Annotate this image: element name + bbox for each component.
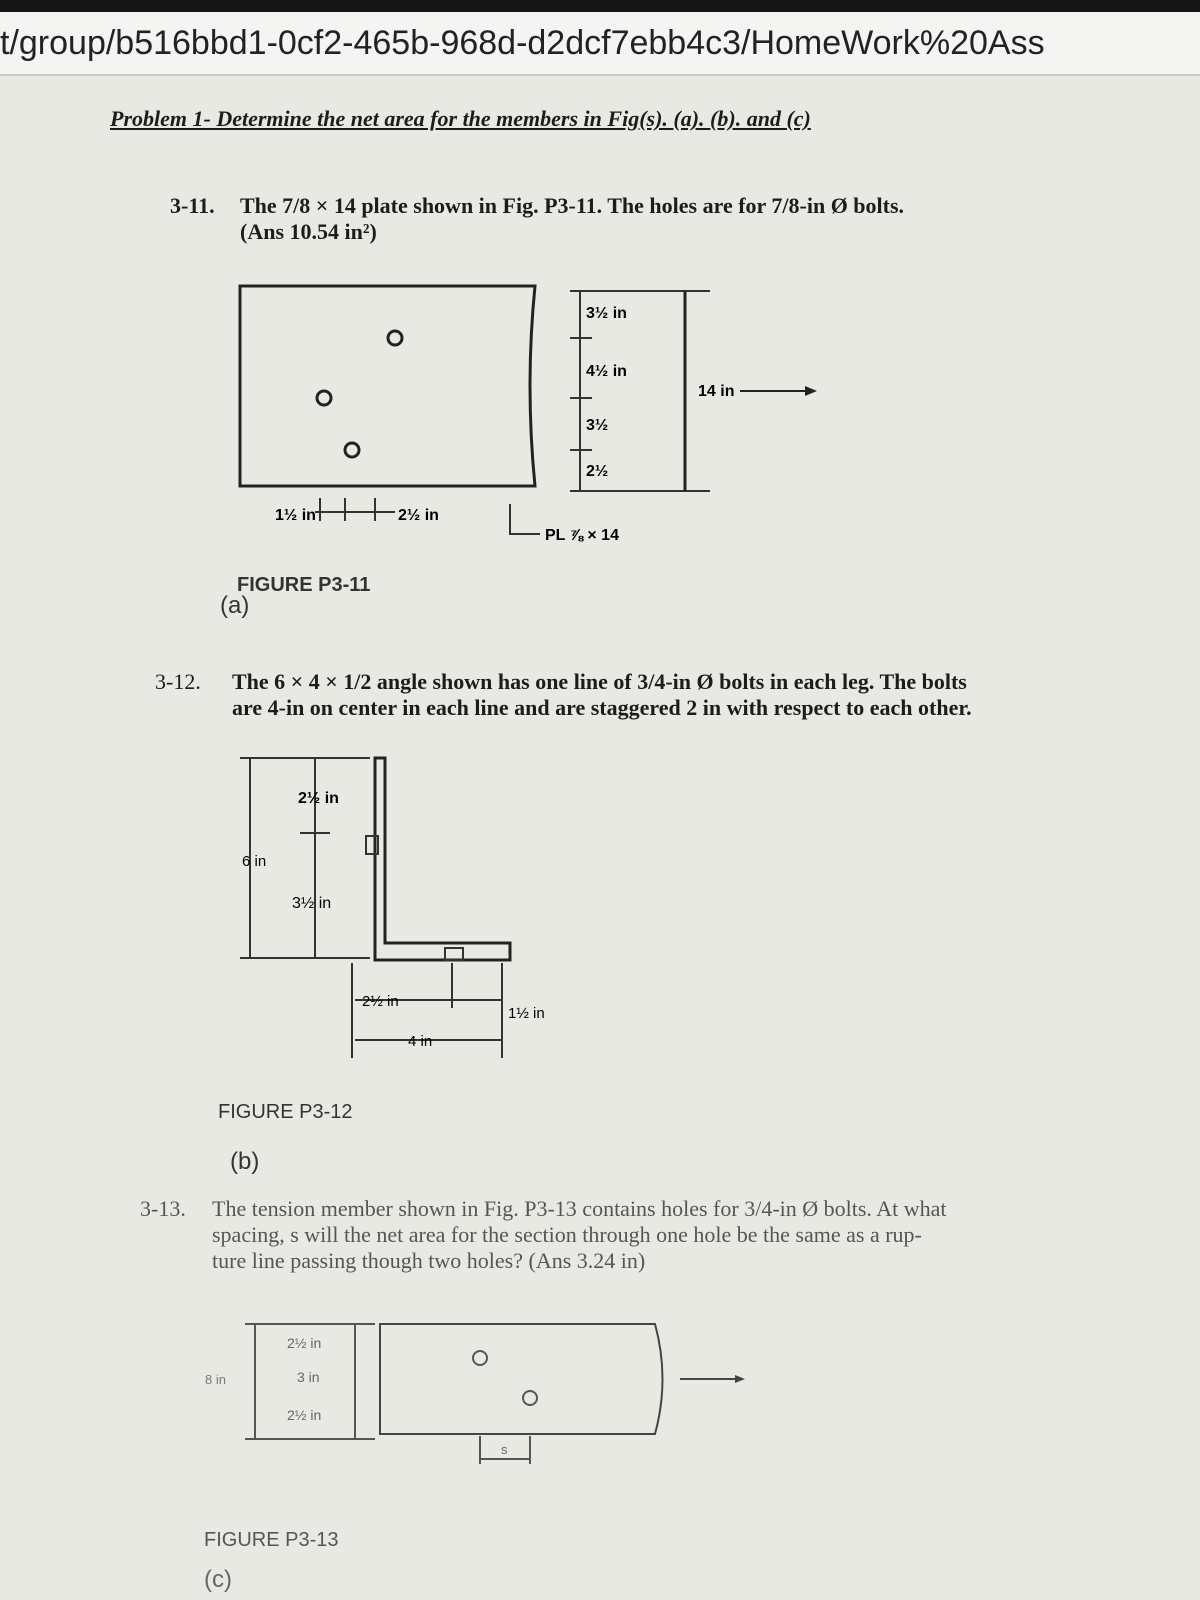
- bolt-marker: [445, 948, 463, 960]
- dim-label-3-11-d2: 4½ in: [586, 363, 627, 380]
- member-outline: [380, 1324, 663, 1434]
- figure-p3-13-drawing: [205, 1314, 765, 1494]
- problem-number-3-12: 3-12.: [155, 669, 201, 694]
- figure-label-p3-13: FIGURE P3-13: [204, 1529, 339, 1551]
- bolt-hole: [345, 443, 359, 457]
- arrow-head: [735, 1375, 745, 1383]
- dim-label-3-11-d3: 3½: [586, 417, 609, 434]
- dim-label-3-12-height: 6 in: [242, 853, 267, 870]
- figure-p3-12-drawing: [230, 748, 630, 1078]
- dim-label-3-11-d1: 3½ in: [586, 305, 627, 322]
- dim-label-3-12-mid: 3½ in: [292, 895, 332, 912]
- sub-label-a: (a): [220, 592, 250, 619]
- bolt-hole: [473, 1351, 487, 1365]
- problem-text-3-11-line1: The 7/8 × 14 plate shown in Fig. P3-11. The holes are for 7/8-in Ø bolts.: [240, 193, 905, 218]
- dim-label-3-12-top: 2½ in: [298, 790, 339, 807]
- dim-label-3-12-leg1: 2½ in: [362, 993, 399, 1010]
- problem-text-3-12-line2: are 4-in on center in each line and are staggered 2 in with respect to each other.: [232, 695, 972, 720]
- problem-answer-3-11: (Ans 10.54 in²): [240, 219, 377, 244]
- dim-label-3-13-d1: 2½ in: [287, 1335, 322, 1351]
- dim-label-3-12-leg2: 1½ in: [508, 1005, 545, 1022]
- dim-label-3-11-d4: 2½: [586, 463, 609, 480]
- angle-outline: [375, 758, 510, 960]
- figure-p3-11-drawing: [220, 276, 840, 576]
- problem-text-3-13-line1: The tension member shown in Fig. P3-13 contains holes for 3/4-in Ø bolts. At what: [212, 1196, 947, 1221]
- problem-text-3-13-line2: spacing, s will the net area for the section through one hole be the same as a rup-: [212, 1222, 922, 1247]
- figure-label-p3-12: FIGURE P3-12: [218, 1101, 353, 1123]
- address-bar[interactable]: t/group/b516bbd1-0cf2-465b-968d-d2dcf7ebb4c3/HomeWork%20Ass: [0, 12, 1200, 76]
- dim-label-3-11-width: 14 in: [698, 383, 735, 400]
- plate-outline: [240, 286, 535, 486]
- top-bar: [0, 0, 1200, 12]
- problem-number-3-13: 3-13.: [140, 1196, 186, 1221]
- sub-label-c: (c): [204, 1566, 232, 1593]
- arrow-head: [805, 386, 817, 396]
- problem-heading: Problem 1- Determine the net area for the members in Fig(s). (a). (b). and (c): [110, 106, 811, 131]
- dim-label-3-11-bottom-right: 2½ in: [398, 507, 439, 524]
- problem-text-3-13-line3: ture line passing though two holes? (Ans 3.24 in): [212, 1248, 646, 1273]
- plate-designation: PL ⅞ × 14: [545, 527, 619, 544]
- dim-label-3-12-leg-total: 4 in: [408, 1033, 433, 1050]
- problem-number-3-11: 3-11.: [170, 193, 215, 218]
- dim-label-3-13-spacing: s: [501, 1442, 508, 1457]
- bolt-hole: [523, 1391, 537, 1405]
- figure-label-p3-11: FIGURE P3-11: [237, 574, 371, 596]
- dim-label-3-11-bottom-left: 1½ in: [275, 507, 316, 524]
- bolt-hole: [388, 331, 402, 345]
- problem-text-3-12-line1: The 6 × 4 × 1/2 angle shown has one line of 3/4-in Ø bolts in each leg. The bolts: [232, 669, 967, 694]
- dim-label-3-13-d3: 2½ in: [287, 1407, 322, 1423]
- sub-label-b: (b): [230, 1148, 260, 1175]
- bolt-hole: [317, 391, 331, 405]
- dim-label-3-13-d2: 3 in: [297, 1369, 320, 1385]
- document-page: [0, 76, 1200, 1600]
- dim-label-3-13-height: 8 in: [205, 1372, 226, 1387]
